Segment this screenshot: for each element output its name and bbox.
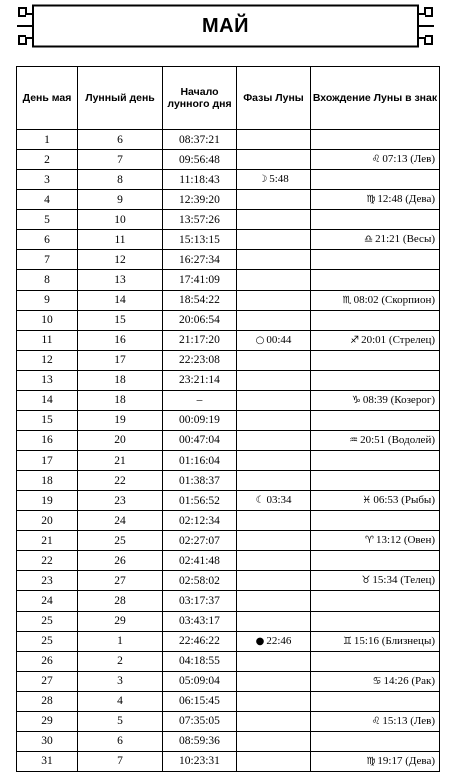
cell-day: 21 — [17, 531, 78, 551]
table-row — [17, 531, 440, 551]
table-row — [17, 491, 440, 511]
cell-day: 9 — [17, 290, 78, 310]
zodiac-icon: ♎ — [364, 234, 374, 246]
cell-start-time: 02:27:07 — [163, 531, 237, 551]
cell-lunar-day: 23 — [78, 491, 163, 511]
cell-zodiac-entry — [311, 631, 440, 651]
cell-day: 20 — [17, 511, 78, 531]
cell-start-time: 22:23:08 — [163, 350, 237, 370]
table-row — [17, 430, 440, 450]
cell-zodiac-entry — [311, 270, 440, 290]
cell-zodiac-entry — [311, 711, 440, 731]
zodiac-icon: ♋ — [372, 675, 382, 687]
cell-day: 31 — [17, 751, 78, 771]
cell-start-time: 05:09:04 — [163, 671, 237, 691]
cell-lunar-day: 22 — [78, 471, 163, 491]
cell-start-time: 02:58:02 — [163, 571, 237, 591]
cell-lunar-day: 18 — [78, 370, 163, 390]
zodiac-entry-text: 21:21 (Весы) — [375, 233, 435, 246]
table-row — [17, 451, 440, 471]
cell-zodiac-entry — [311, 170, 440, 190]
cell-zodiac-entry — [311, 370, 440, 390]
moon-phase-icon: ○ — [255, 334, 265, 346]
cell-zodiac-entry — [311, 310, 440, 330]
cell-start-time: 01:38:37 — [163, 471, 237, 491]
cell-start-time: 00:47:04 — [163, 430, 237, 450]
cell-lunar-day: 19 — [78, 410, 163, 430]
zodiac-icon: ♍ — [366, 755, 376, 767]
cell-lunar-day: 2 — [78, 651, 163, 671]
cell-start-time: 11:18:43 — [163, 170, 237, 190]
cell-start-time: 12:39:20 — [163, 190, 237, 210]
moon-phase-time: 00:44 — [266, 333, 292, 346]
cell-day: 4 — [17, 190, 78, 210]
cell-start-time: 03:17:37 — [163, 591, 237, 611]
cell-start-time: 07:35:05 — [163, 711, 237, 731]
cell-zodiac-entry — [311, 751, 440, 771]
cell-moon-phase — [237, 390, 311, 410]
cell-day: 1 — [17, 130, 78, 150]
cell-lunar-day: 3 — [78, 671, 163, 691]
zodiac-icon: ♌ — [371, 715, 381, 727]
cell-lunar-day: 14 — [78, 290, 163, 310]
table-row — [17, 631, 440, 651]
moon-phase-time: 03:34 — [266, 494, 292, 507]
table-row — [17, 210, 440, 230]
column-header-day: День мая — [17, 67, 78, 130]
cell-day: 23 — [17, 571, 78, 591]
cell-moon-phase — [237, 130, 311, 150]
cell-zodiac-entry — [311, 591, 440, 611]
table-header-row — [17, 67, 440, 130]
zodiac-entry-text: 14:26 (Рак) — [383, 674, 435, 687]
cell-lunar-day: 28 — [78, 591, 163, 611]
cell-start-time: 04:18:55 — [163, 651, 237, 671]
table-row — [17, 731, 440, 751]
cell-lunar-day: 11 — [78, 230, 163, 250]
cell-zodiac-entry — [311, 531, 440, 551]
cell-zodiac-entry — [311, 691, 440, 711]
zodiac-entry-text: 13:12 (Овен) — [376, 534, 435, 547]
moon-phase-icon: ● — [255, 635, 265, 647]
cell-start-time: 08:37:21 — [163, 130, 237, 150]
cell-zodiac-entry — [311, 250, 440, 270]
cell-zodiac-entry — [311, 410, 440, 430]
cell-start-time: – — [163, 390, 237, 410]
zodiac-icon: ♓ — [362, 495, 372, 507]
zodiac-entry-text: 20:01 (Стрелец) — [361, 333, 435, 346]
cell-lunar-day: 7 — [78, 751, 163, 771]
zodiac-icon: ♊ — [342, 635, 352, 647]
zodiac-icon: ♈ — [365, 535, 375, 547]
cell-zodiac-entry — [311, 230, 440, 250]
cell-moon-phase — [237, 410, 311, 430]
cell-moon-phase — [237, 471, 311, 491]
cell-lunar-day: 18 — [78, 390, 163, 410]
table-row — [17, 611, 440, 631]
cell-day: 3 — [17, 170, 78, 190]
table-row — [17, 390, 440, 410]
cell-moon-phase — [237, 310, 311, 330]
cell-lunar-day: 7 — [78, 150, 163, 170]
moon-phase-time: 5:48 — [269, 173, 289, 186]
cell-lunar-day: 26 — [78, 551, 163, 571]
cell-day: 13 — [17, 370, 78, 390]
cell-moon-phase — [237, 370, 311, 390]
cell-start-time: 17:41:09 — [163, 270, 237, 290]
cell-day: 5 — [17, 210, 78, 230]
cell-lunar-day: 10 — [78, 210, 163, 230]
cell-zodiac-entry — [311, 190, 440, 210]
table-row — [17, 571, 440, 591]
cell-day: 30 — [17, 731, 78, 751]
cell-start-time: 06:15:45 — [163, 691, 237, 711]
cell-day: 25 — [17, 611, 78, 631]
moon-phase-time: 22:46 — [266, 634, 292, 647]
cell-lunar-day: 13 — [78, 270, 163, 290]
cell-moon-phase — [237, 671, 311, 691]
cell-moon-phase — [237, 491, 311, 511]
cell-moon-phase — [237, 210, 311, 230]
cell-moon-phase — [237, 150, 311, 170]
cell-zodiac-entry — [311, 350, 440, 370]
zodiac-entry-text: 07:13 (Лев) — [382, 153, 435, 166]
cell-start-time: 21:17:20 — [163, 330, 237, 350]
cell-moon-phase — [237, 691, 311, 711]
cell-zodiac-entry — [311, 571, 440, 591]
cell-start-time: 23:21:14 — [163, 370, 237, 390]
zodiac-entry-text: 08:02 (Скорпион) — [353, 293, 435, 306]
table-row — [17, 170, 440, 190]
zodiac-entry-text: 06:53 (Рыбы) — [373, 494, 435, 507]
zodiac-icon: ♒ — [349, 434, 359, 446]
cell-lunar-day: 16 — [78, 330, 163, 350]
cell-moon-phase — [237, 511, 311, 531]
table-row — [17, 471, 440, 491]
cell-day: 24 — [17, 591, 78, 611]
cell-zodiac-entry — [311, 130, 440, 150]
cell-zodiac-entry — [311, 671, 440, 691]
zodiac-icon: ♏ — [342, 294, 352, 306]
cell-zodiac-entry — [311, 731, 440, 751]
cell-lunar-day: 17 — [78, 350, 163, 370]
cell-start-time: 10:23:31 — [163, 751, 237, 771]
cell-moon-phase — [237, 270, 311, 290]
title-banner — [16, 4, 435, 48]
cell-day: 14 — [17, 390, 78, 410]
cell-day: 7 — [17, 250, 78, 270]
table-row — [17, 410, 440, 430]
cell-start-time: 13:57:26 — [163, 210, 237, 230]
cell-start-time: 15:13:15 — [163, 230, 237, 250]
cell-moon-phase — [237, 591, 311, 611]
cell-moon-phase — [237, 751, 311, 771]
zodiac-icon: ♑ — [351, 394, 361, 406]
cell-zodiac-entry — [311, 611, 440, 631]
cell-moon-phase — [237, 350, 311, 370]
cell-moon-phase — [237, 531, 311, 551]
cell-zodiac-entry — [311, 210, 440, 230]
cell-day: 26 — [17, 651, 78, 671]
cell-moon-phase — [237, 451, 311, 471]
cell-day: 19 — [17, 491, 78, 511]
table-row — [17, 270, 440, 290]
cell-lunar-day: 6 — [78, 731, 163, 751]
zodiac-entry-text: 15:16 (Близнецы) — [353, 634, 435, 647]
cell-start-time: 01:56:52 — [163, 491, 237, 511]
cell-zodiac-entry — [311, 491, 440, 511]
cell-start-time: 16:27:34 — [163, 250, 237, 270]
cell-lunar-day: 15 — [78, 310, 163, 330]
cell-start-time: 18:54:22 — [163, 290, 237, 310]
table-body — [17, 130, 440, 772]
table-row — [17, 230, 440, 250]
cell-moon-phase — [237, 230, 311, 250]
cell-moon-phase — [237, 611, 311, 631]
cell-lunar-day: 24 — [78, 511, 163, 531]
cell-zodiac-entry — [311, 451, 440, 471]
cell-lunar-day: 1 — [78, 631, 163, 651]
cell-lunar-day: 8 — [78, 170, 163, 190]
cell-zodiac-entry — [311, 330, 440, 350]
cell-zodiac-entry — [311, 390, 440, 410]
cell-zodiac-entry — [311, 430, 440, 450]
moon-phase-icon: ☽ — [258, 174, 268, 186]
table-row — [17, 310, 440, 330]
cell-lunar-day: 5 — [78, 711, 163, 731]
cell-moon-phase — [237, 711, 311, 731]
cell-moon-phase — [237, 330, 311, 350]
table-row — [17, 591, 440, 611]
table-row — [17, 651, 440, 671]
table-row — [17, 330, 440, 350]
zodiac-icon: ♍ — [366, 194, 376, 206]
cell-day: 8 — [17, 270, 78, 290]
zodiac-entry-text: 12:48 (Дева) — [377, 193, 435, 206]
table-row — [17, 290, 440, 310]
cell-moon-phase — [237, 731, 311, 751]
table-row — [17, 751, 440, 771]
cell-zodiac-entry — [311, 150, 440, 170]
table-row — [17, 190, 440, 210]
table-row — [17, 370, 440, 390]
cell-start-time: 08:59:36 — [163, 731, 237, 751]
cell-day: 25 — [17, 631, 78, 651]
cell-lunar-day: 21 — [78, 451, 163, 471]
cell-start-time: 01:16:04 — [163, 451, 237, 471]
table-row — [17, 350, 440, 370]
cell-moon-phase — [237, 430, 311, 450]
cell-day: 17 — [17, 451, 78, 471]
zodiac-icon: ♌ — [371, 154, 381, 166]
cell-moon-phase — [237, 190, 311, 210]
cell-day: 29 — [17, 711, 78, 731]
column-header-lunar-day: Лунный день — [78, 67, 163, 130]
cell-day: 27 — [17, 671, 78, 691]
cell-day: 16 — [17, 430, 78, 450]
cell-day: 18 — [17, 471, 78, 491]
table-row — [17, 551, 440, 571]
cell-day: 10 — [17, 310, 78, 330]
cell-lunar-day: 20 — [78, 430, 163, 450]
cell-day: 22 — [17, 551, 78, 571]
cell-moon-phase — [237, 631, 311, 651]
page-title: МАЙ — [202, 14, 249, 37]
cell-zodiac-entry — [311, 511, 440, 531]
cell-start-time: 00:09:19 — [163, 410, 237, 430]
column-header-phase: Фазы Луны — [237, 67, 311, 130]
cell-start-time: 09:56:48 — [163, 150, 237, 170]
cell-day: 6 — [17, 230, 78, 250]
column-header-sign: Вхождение Луны в знак — [311, 67, 440, 130]
moon-phase-icon: ☾ — [255, 495, 265, 507]
cell-lunar-day: 6 — [78, 130, 163, 150]
cell-moon-phase — [237, 571, 311, 591]
zodiac-entry-text: 15:13 (Лев) — [382, 714, 435, 727]
cell-zodiac-entry — [311, 290, 440, 310]
zodiac-entry-text: 19:17 (Дева) — [377, 754, 435, 767]
cell-day: 2 — [17, 150, 78, 170]
table-row — [17, 691, 440, 711]
table-row — [17, 250, 440, 270]
cell-day: 28 — [17, 691, 78, 711]
cell-zodiac-entry — [311, 551, 440, 571]
zodiac-icon: ♉ — [361, 575, 371, 587]
cell-start-time: 02:12:34 — [163, 511, 237, 531]
cell-day: 15 — [17, 410, 78, 430]
zodiac-entry-text: 15:34 (Телец) — [372, 574, 435, 587]
cell-zodiac-entry — [311, 471, 440, 491]
cell-start-time: 03:43:17 — [163, 611, 237, 631]
zodiac-entry-text: 08:39 (Козерог) — [362, 393, 435, 406]
cell-moon-phase — [237, 551, 311, 571]
cell-start-time: 02:41:48 — [163, 551, 237, 571]
cell-lunar-day: 9 — [78, 190, 163, 210]
cell-moon-phase — [237, 250, 311, 270]
table-row — [17, 130, 440, 150]
table-row — [17, 511, 440, 531]
cell-day: 11 — [17, 330, 78, 350]
cell-lunar-day: 12 — [78, 250, 163, 270]
cell-day: 12 — [17, 350, 78, 370]
cell-lunar-day: 4 — [78, 691, 163, 711]
cell-start-time: 20:06:54 — [163, 310, 237, 330]
cell-lunar-day: 25 — [78, 531, 163, 551]
cell-start-time: 22:46:22 — [163, 631, 237, 651]
lunar-calendar-table — [16, 66, 440, 772]
cell-lunar-day: 29 — [78, 611, 163, 631]
table-row — [17, 150, 440, 170]
cell-moon-phase — [237, 651, 311, 671]
cell-moon-phase — [237, 290, 311, 310]
table-row — [17, 711, 440, 731]
cell-moon-phase — [237, 170, 311, 190]
table-row — [17, 671, 440, 691]
cell-lunar-day: 27 — [78, 571, 163, 591]
zodiac-icon: ♐ — [350, 334, 360, 346]
zodiac-entry-text: 20:51 (Водолей) — [360, 433, 435, 446]
cell-zodiac-entry — [311, 651, 440, 671]
column-header-start: Начало лунного дня — [163, 67, 237, 130]
